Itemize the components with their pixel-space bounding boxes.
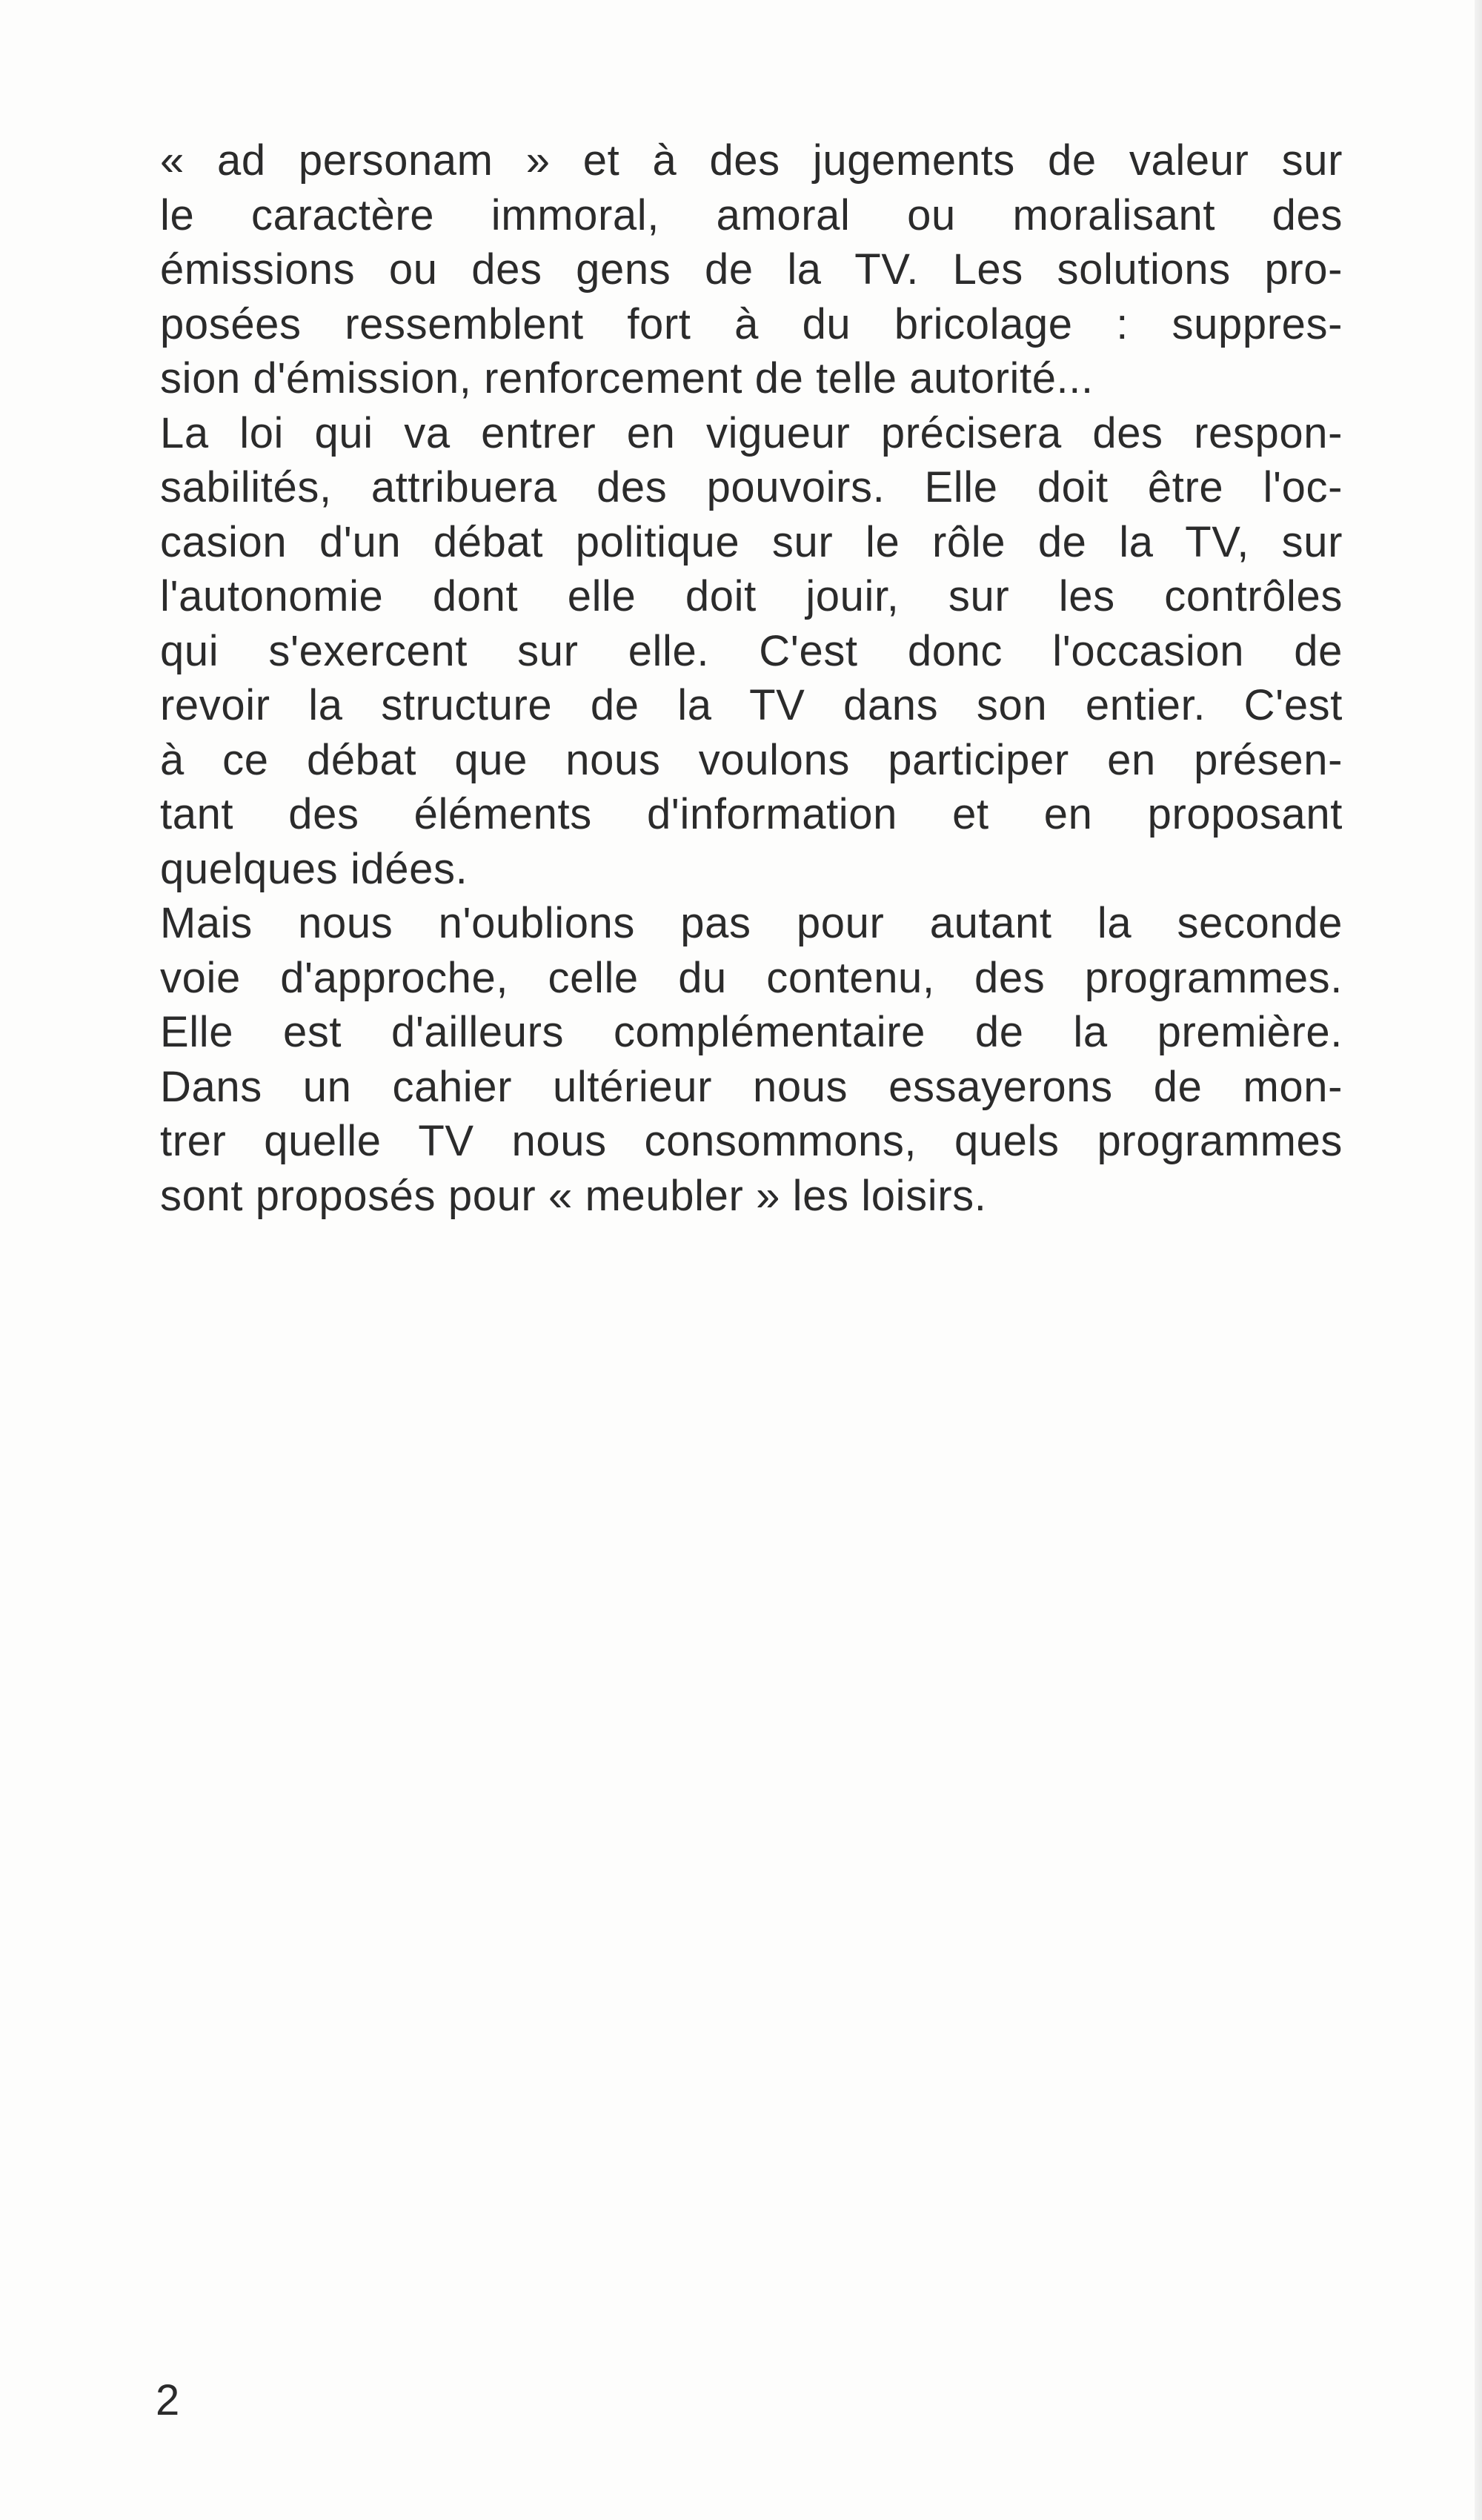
text-line: casion d'un débat politique sur le rôle de la TV, sur	[160, 517, 1343, 566]
text-line: « ad personam » et à des jugements de valeur sur	[160, 136, 1343, 185]
text-line: quelques idées.	[160, 844, 468, 893]
text-line: La loi qui va entrer en vigueur précisera des respon-	[160, 408, 1343, 457]
text-line: tant des éléments d'information et en proposant	[160, 790, 1343, 838]
text-line: trer quelle TV nous consommons, quels programmes	[160, 1117, 1343, 1165]
page-edge	[1475, 0, 1482, 2520]
text-line: Mais nous n'oublions pas pour autant la seconde	[160, 899, 1343, 947]
text-line: posées ressemblent fort à du bricolage : suppres-	[160, 299, 1343, 348]
body-text	[160, 133, 1343, 1223]
paragraph-1	[160, 133, 1343, 406]
text-line: le caractère immoral, amoral ou moralisant des	[160, 190, 1343, 239]
text-line: à ce débat que nous voulons participer en présen-	[160, 735, 1343, 784]
paragraph-3	[160, 896, 1343, 1223]
text-line: émissions ou des gens de la TV. Les solutions pro-	[160, 245, 1343, 294]
page-number: 2	[156, 2376, 180, 2424]
text-line: l'autonomie dont elle doit jouir, sur les contrôles	[160, 572, 1343, 620]
text-line: sabilités, attribuera des pouvoirs. Elle doit être l'oc-	[160, 463, 1343, 511]
text-line: revoir la structure de la TV dans son entier. C'est	[160, 681, 1343, 729]
text-line: sion d'émission, renforcement de telle autorité...	[160, 354, 1094, 402]
text-line: voie d'approche, celle du contenu, des programmes.	[160, 953, 1343, 1002]
text-line: sont proposés pour « meubler » les loisirs.	[160, 1171, 987, 1220]
paragraph-2	[160, 406, 1343, 897]
text-line: qui s'exercent sur elle. C'est donc l'occasion de	[160, 626, 1343, 675]
text-line: Elle est d'ailleurs complémentaire de la première.	[160, 1008, 1343, 1056]
text-line: Dans un cahier ultérieur nous essayerons de mon-	[160, 1062, 1343, 1111]
